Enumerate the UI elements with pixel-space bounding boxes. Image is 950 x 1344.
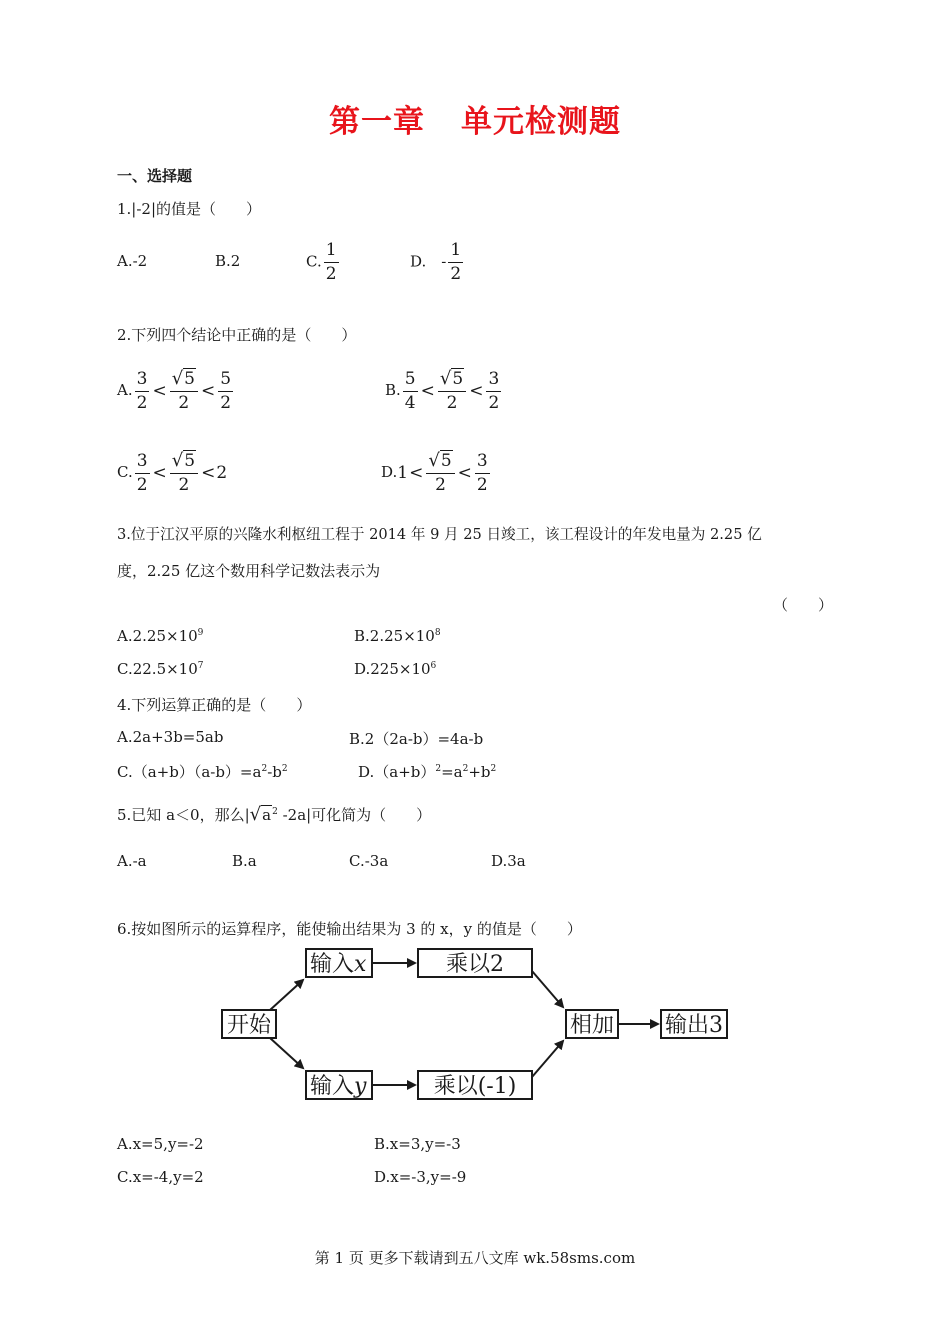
title-chapter: 第一章 [329,104,425,140]
flow-label-times-2: 乘以2 [446,952,504,977]
question-1-option-c [306,242,341,283]
question-6-stem: 6.按如图所示的运算程序，能使输出结果为 3 的 x，y 的值是（ ） [117,920,582,938]
flow-label-add: 相加 [569,1013,615,1038]
question-3-line-1: 3.位于江汉平原的兴隆水利枢纽工程于 2014 年 9 月 25 日竣工，该工程设计的年发电量为 2.25 亿 [117,526,762,543]
question-4-option-c: $C.(a+b)(a-b)=a^2-b^2$ [117,763,288,781]
fraction: $\frac{3}{2}$ [136,368,148,413]
question-2-option-a: A. $\frac{3}{2}$ < $\frac{√5}{2}$ < $\frac{5}{2}$ [117,368,232,413]
page-title [0,96,950,141]
question-4-option-a: A.2a+3b=5ab [117,728,224,746]
fraction: $\frac{5}{2}$ [220,368,232,413]
flow-label-input-y: 输入y [310,1074,367,1099]
fraction-sqrt: $\frac{√5}{2}$ [426,452,454,494]
question-1-option-b: B.2 [215,252,241,270]
flow-arrow [532,971,563,1007]
question-5-stem: 5.已知 a＜0，那么$|√a^2$ -2a|可化简为（ ） [117,804,432,825]
fraction: $\frac{1}{2}$ [325,240,337,284]
flow-label-input-x: 输入x [310,952,367,977]
question-5-option-c: C.-3a [349,852,389,870]
section-heading: 一、选择题 [117,167,193,185]
question-2-option-b: B. $\frac{5}{4}$ < $\frac{√5}{2}$ < $\frac{3}{2}$ [385,368,500,413]
fraction: $\frac{3}{2}$ [476,450,488,495]
flow-label-start: 开始 [226,1013,272,1038]
flowchart [215,944,735,1104]
question-3-option-b: $B.2.25\times 10^8$ [354,627,441,645]
option-d-prefix: D. - [410,252,447,271]
question-6-option-c: C.x=-4,y=2 [117,1168,204,1186]
question-4-stem: 4.下列运算正确的是（ ） [117,696,312,714]
question-3-option-a: $A.2.25\times 10^9$ [117,627,204,645]
question-6-option-a: A.x=5,y=-2 [117,1135,204,1153]
square-root: √a [249,804,272,825]
fraction-sqrt: $\frac{√5}{2}$ [170,370,198,412]
question-6-option-d: D.x=-3,y=-9 [374,1168,467,1186]
page-footer: 第 1 页 更多下载请到五八文库 wk.58sms.com [314,1249,636,1267]
question-3-answer-bracket: （ ） [773,596,834,614]
flow-label-times-neg1: 乘以(-1) [433,1074,517,1099]
question-3-option-d: $D.225\times 10^6$ [354,660,437,678]
fraction-sqrt: $\frac{√5}{2}$ [438,370,466,412]
question-1-option-a: A.-2 [117,252,148,270]
question-5-option-a: A.-a [117,852,147,870]
fraction: $\frac{5}{4}$ [404,368,416,413]
flow-label-output: 输出3 [665,1013,723,1038]
title-subject: 单元检测题 [461,104,621,140]
question-2-stem: 2.下列四个结论中正确的是（ ） [117,326,357,344]
question-1-option-d [410,242,465,283]
question-2-option-d: D.1< $\frac{√5}{2}$ < $\frac{3}{2}$ [381,450,488,495]
question-4-option-b: B.2（2a-b）=4a-b [349,730,484,748]
question-5-option-d: D.3a [491,852,526,870]
fraction: $\frac{3}{2}$ [136,450,148,495]
flow-arrow [270,1038,303,1068]
fraction: $\frac{1}{2}$ [450,240,462,284]
question-4-option-d: $D.(a+b)^2=a^2+b^2$ [358,763,497,781]
flow-arrow [270,980,303,1010]
question-6-option-b: B.x=3,y=-3 [374,1135,461,1153]
question-2-option-c: C. $\frac{3}{2}$ < $\frac{√5}{2}$ <2 [117,450,228,495]
question-3-option-c: $C.22.5\times 10^7$ [117,660,204,678]
fraction-sqrt: $\frac{√5}{2}$ [170,452,198,494]
question-3-line-2: 度，2.25 亿这个数用科学记数法表示为 [117,562,381,580]
question-1-stem: 1.|-2|的值是（ ） [117,200,262,218]
question-5-option-b: B.a [232,852,257,870]
option-c-prefix: C. [306,252,322,271]
flow-arrow [532,1041,563,1077]
fraction: $\frac{3}{2}$ [488,368,500,413]
